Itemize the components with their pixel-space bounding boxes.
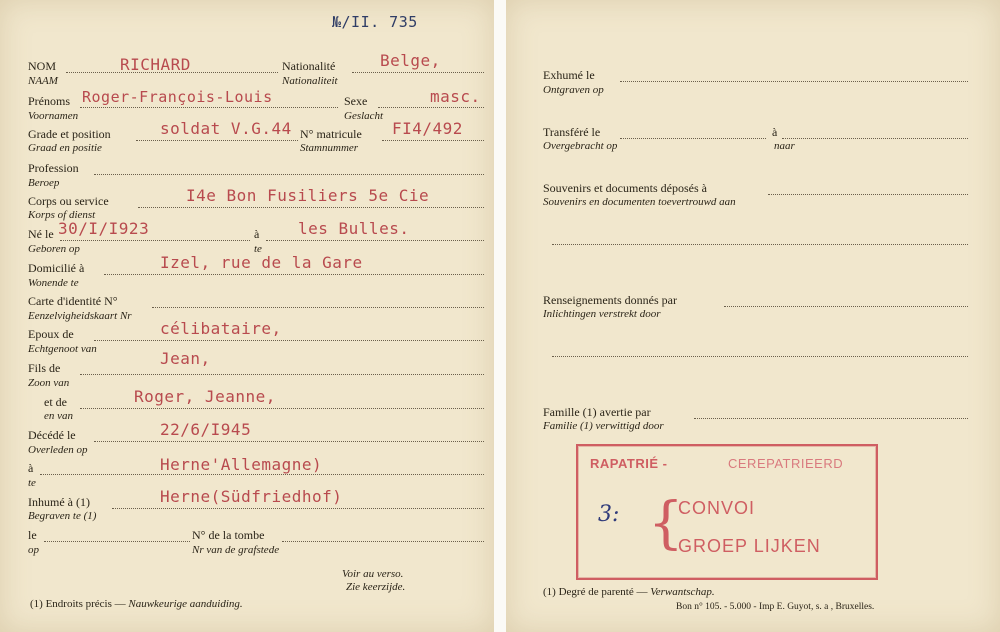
grade-label: Grade et position <box>28 127 111 141</box>
footnote-right-nl: Verwantschap. <box>650 586 715 598</box>
decede-a-sub: te <box>28 477 36 489</box>
footnote-left-nl: Nauwkeurige aanduiding. <box>128 598 243 610</box>
ne-le-label: Né le <box>28 227 54 241</box>
stamp-convoi: CONVOI <box>678 498 756 518</box>
footnote-right <box>543 586 715 598</box>
famille-label: Famille (1) avertie par <box>543 405 651 419</box>
carte-label: Carte d'identité N° <box>28 294 118 308</box>
corps-sub: Korps of dienst <box>28 209 96 221</box>
printer-imprint: Bon n° 105. - 5.000 - Imp E. Guyot, s. a , Bruxelles. <box>676 602 875 612</box>
fils-sub: Zoon van <box>28 377 70 389</box>
transfere-label: Transféré le <box>543 125 601 139</box>
et-de-label: et de <box>44 395 67 409</box>
renseignements-line-1 <box>724 306 968 307</box>
decede-a-line <box>40 474 484 475</box>
nationalite-label: Nationalité <box>282 59 336 73</box>
verso-note: Voir au verso. <box>342 568 404 580</box>
fils-value: Jean, <box>160 349 211 368</box>
ne-le-value: 30/I/I923 <box>58 219 150 238</box>
souvenirs-sub: Souvenirs en documenten toevertrouwd aan <box>543 196 736 208</box>
profession-sub: Beroep <box>28 177 60 189</box>
grade-sub: Graad en positie <box>28 142 102 154</box>
ne-le-line <box>60 240 250 241</box>
sexe-line <box>378 107 484 108</box>
corps-value: I4e Bon Fusiliers 5e Cie <box>186 186 430 205</box>
card-divider <box>494 0 506 632</box>
ne-le-sub: Geboren op <box>28 243 80 255</box>
et-de-line <box>80 408 484 409</box>
corps-label: Corps ou service <box>28 194 109 208</box>
ne-a-sub: te <box>254 243 262 255</box>
exhume-sub: Ontgraven op <box>543 84 604 96</box>
epoux-label: Epoux de <box>28 327 74 341</box>
transfere-line <box>620 138 766 139</box>
matricule-sub: Stamnummer <box>300 142 359 154</box>
fils-line <box>80 374 484 375</box>
epoux-value: célibataire, <box>160 319 282 338</box>
domicile-value: Izel, rue de la Gare <box>160 253 363 272</box>
sexe-value: masc. <box>430 87 481 106</box>
decede-a-label: à <box>28 461 34 475</box>
transfere-sub: Overgebracht op <box>543 140 618 152</box>
transfere-a-sub: naar <box>774 140 795 152</box>
footnote-left-fr: (1) Endroits précis — <box>30 598 129 610</box>
footnote-right-fr: (1) Degré de parenté — <box>543 586 651 598</box>
decede-value: 22/6/I945 <box>160 420 252 439</box>
epoux-line <box>94 340 484 341</box>
souvenirs-label: Souvenirs et documents déposés à <box>543 181 707 195</box>
et-de-value: Roger, Jeanne, <box>134 387 276 406</box>
corps-line <box>138 207 484 208</box>
stamp-title-nl: CEREPATRIEERD <box>728 456 844 471</box>
profession-label: Profession <box>28 161 79 175</box>
verso-note-nl: Zie keerzijde. <box>346 581 406 593</box>
footnote-left <box>30 598 243 610</box>
le-sub: op <box>28 544 39 556</box>
nom-sub: NAAM <box>28 75 58 87</box>
stamp-brace: { <box>648 491 684 556</box>
famille-sub: Familie (1) verwittigd door <box>543 420 664 432</box>
profession-line <box>94 174 484 175</box>
ne-a-value: les Bulles. <box>298 219 410 238</box>
transfere-a-line <box>782 138 968 139</box>
sexe-label: Sexe <box>344 94 368 108</box>
carte-line <box>152 307 484 308</box>
card-number: №/II. 735 <box>332 13 418 31</box>
repatriation-stamp <box>576 444 878 580</box>
prenoms-sub: Voornamen <box>28 110 79 122</box>
le-line <box>44 541 190 542</box>
decede-label: Décédé le <box>28 428 76 442</box>
souvenirs-line-1 <box>768 194 968 195</box>
matricule-line <box>382 140 484 141</box>
domicile-label: Domicilié à <box>28 261 85 275</box>
decede-a-value: Herne'Allemagne) <box>160 455 323 474</box>
le-label: le <box>28 528 37 542</box>
carte-sub: Eenzelvigheidskaart Nr <box>28 310 132 322</box>
et-de-sub: en van <box>44 410 74 422</box>
fils-label: Fils de <box>28 361 61 375</box>
sexe-sub: Geslacht <box>344 110 384 122</box>
tombe-label: N° de la tombe <box>192 528 265 542</box>
renseignements-line-2 <box>552 356 968 357</box>
inhume-label: Inhumé à (1) <box>28 495 90 509</box>
tombe-line <box>282 541 484 542</box>
prenoms-value: Roger-François-Louis <box>82 88 273 106</box>
stamp-title: RAPATRIÉ - <box>590 456 668 471</box>
nationalite-line <box>352 72 484 73</box>
decede-line <box>94 441 484 442</box>
prenoms-line <box>80 107 338 108</box>
registration-card-front <box>0 0 494 632</box>
inhume-line <box>112 508 484 509</box>
domicile-sub: Wonende te <box>28 277 79 289</box>
nationalite-sub: Nationaliteit <box>282 75 338 87</box>
matricule-value: FI4/492 <box>392 119 463 138</box>
ne-a-label: à <box>254 227 260 241</box>
grade-line <box>136 140 298 141</box>
domicile-line <box>104 274 484 275</box>
tombe-sub: Nr van de grafstede <box>192 544 280 556</box>
exhume-line <box>620 81 968 82</box>
renseignements-sub: Inlichtingen verstrekt door <box>543 308 661 320</box>
souvenirs-line-2 <box>552 244 968 245</box>
inhume-sub: Begraven te (1) <box>28 510 97 522</box>
inhume-value: Herne(Südfriedhof) <box>160 487 343 506</box>
grade-value: soldat V.G.44 <box>160 119 292 138</box>
famille-line <box>694 418 968 419</box>
renseignements-label: Renseignements donnés par <box>543 293 677 307</box>
exhume-label: Exhumé le <box>543 68 595 82</box>
nationalite-value: Belge, <box>380 51 441 70</box>
prenoms-label: Prénoms <box>28 94 70 108</box>
decede-sub: Overleden op <box>28 444 88 456</box>
stamp-groep-lijken: GROEP LIJKEN <box>678 536 821 556</box>
matricule-label: N° matricule <box>300 127 362 141</box>
transfere-a-label: à <box>772 125 778 139</box>
ne-a-line <box>266 240 484 241</box>
nom-value: RICHARD <box>120 55 191 74</box>
stamp-handwritten-number: 3: <box>598 502 620 527</box>
nom-label: NOM <box>28 59 57 73</box>
epoux-sub: Echtgenoot van <box>28 343 97 355</box>
